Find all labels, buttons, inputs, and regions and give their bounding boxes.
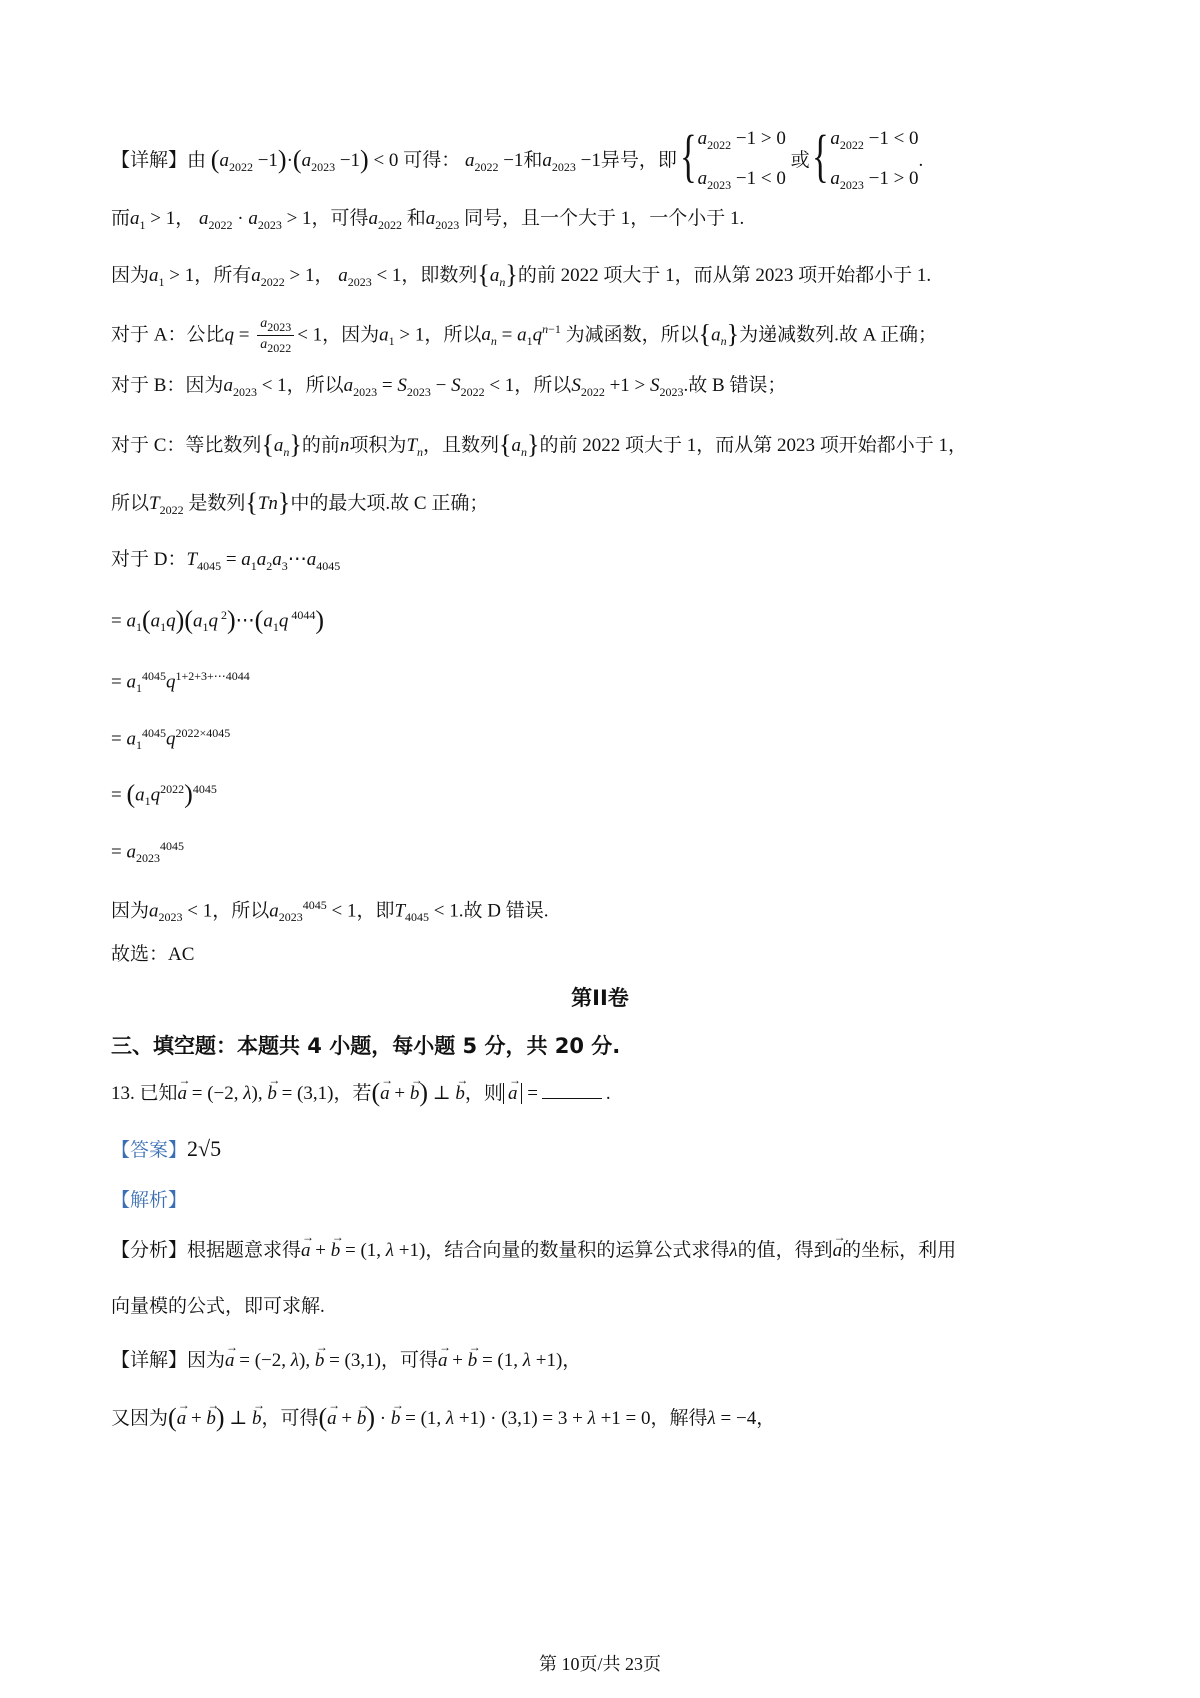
system-1: { $a_{2022} -1 > 0$ $a_{2023} -1 < 0$ — [679, 123, 786, 192]
section-heading: 三、填空题：本题共 4 小题，每小题 5 分，共 20 分. — [111, 1034, 621, 1058]
question-13: 13. 已知→ a = (−2, λ), → b = (3,1)，若(→ a + → b) ⊥ → b，则→ a = . — [111, 1078, 611, 1109]
line-8: 对于 D：$T_{4045}$ = $a_1a_2a_3\cdots a_{4045}$ — [111, 549, 341, 573]
analysis-label: 【解析】 — [111, 1190, 188, 1211]
line-7: 所以$T_{2022}$ 是数列{Tn}中的最大项.故 C 正确； — [111, 488, 489, 517]
line-14: 因为$a_{2023} < 1$，所以$a_{2023}^{4045} < 1$，即$T_{4045} < 1$.故 D 错误. — [111, 898, 549, 925]
line-1-mid: 可得： — [403, 150, 461, 172]
answer-label: 【答案】 — [111, 1140, 188, 1161]
derivation-2: = $a_1^{4045}q^{1+2+3+\cdots 4044}$ — [111, 669, 250, 696]
line-5: 对于 B：因为$a_{2023} < 1$，所以$a_{2023} = S_{2023} - S_{2022} < 1$，所以$S_{2022} +1 > S_{2023}$.故 B 错误； — [111, 375, 787, 399]
page-footer: 第 10页/共 23页 — [538, 1654, 661, 1674]
line-1-lead: 【详解】由 — [111, 150, 207, 172]
line-1-tail: 异号，即 — [600, 150, 677, 172]
or-word: 或 — [790, 150, 810, 172]
final-choice: 故选：AC — [111, 944, 195, 965]
derivation-1: = $a_1(a_1q)(a_1q$ $^2)\cdots(a_1q$ $^{4044}$) — [111, 605, 324, 635]
derivation-5: = $a_{2023}^{4045}$ — [111, 839, 184, 866]
answer-blank — [542, 1098, 602, 1099]
system-2: { $a_{2022} -1 < 0$ $a_{2023} -1 > 0$ — [812, 123, 919, 192]
derivation-4: = $(a_1q^{2022})^{4045}$ — [111, 779, 217, 809]
fenxi-line-1: 【分析】根据题意求得→ a + → b = (1, λ +1)，结合向量的数量积的运算公式求得λ的值，得到→ a的坐标，利用 — [111, 1236, 956, 1266]
derivation-3: = $a_1^{4045}q^{2022\times 4045}$ — [111, 726, 231, 753]
fenxi-line-2: 向量模的公式，即可求解. — [111, 1296, 325, 1317]
answer-value: 2√5 — [187, 1136, 222, 1161]
section-title: 第II卷 — [571, 986, 629, 1010]
line-6: 对于 C：等比数列$\{a_n\}$的前n项积为$T_n$，且数列$\{a_n\}$的前 2022 项大于 1，而从第 2023 项开始都小于 1， — [111, 430, 968, 459]
answer-line — [111, 1134, 221, 1166]
line-4: 对于 A：公比q = $\frac{a_{2023}}{a_{2022}}$ < 1，因为$a_1 > 1$，所以$a_n = a_1q^{n-1}$ 为减函数，所以$\{a_n\}$为递减数列.故 A 正确； — [111, 315, 938, 356]
xiangjie-line-2: 又因为(→ a + → b) ⊥ → b，可得(→ a + → b) · → b = (1, λ +1) · (3,1) = 3 + λ +1 = 0，解得λ = −4， — [111, 1403, 775, 1434]
xiangjie-line-1: 【详解】因为→ a = (−2, λ), → b = (3,1)，可得→ a + → b = (1, λ +1)， — [111, 1346, 581, 1376]
line-1: 【详解】由 $(a_{2022} -1)\cdot(a_{2023} -1) < 0$ 可得： $a_{2022} -1$和$a_{2023} -1$异号，即 { $a_{2022} -1 > 0$ $a_{2023} -1 < 0$ 或 { $a_{2022} -1 < 0$ $a_{2023} -1 > 0$ . — [111, 122, 923, 202]
line-3: 因为$a_1 > 1$，所有$a_{2022} > 1$， $a_{2023} < 1$，即数列$\{a_n\}$的前 2022 项大于 1，而从第 2023 项开始都小于 1. — [111, 260, 932, 289]
line-2: 而$a_1 > 1$， $a_{2022} \cdot a_{2023} > 1$，可得$a_{2022}$ 和$a_{2023}$ 同号，且一个大于 1，一个小于 1. — [111, 208, 745, 232]
